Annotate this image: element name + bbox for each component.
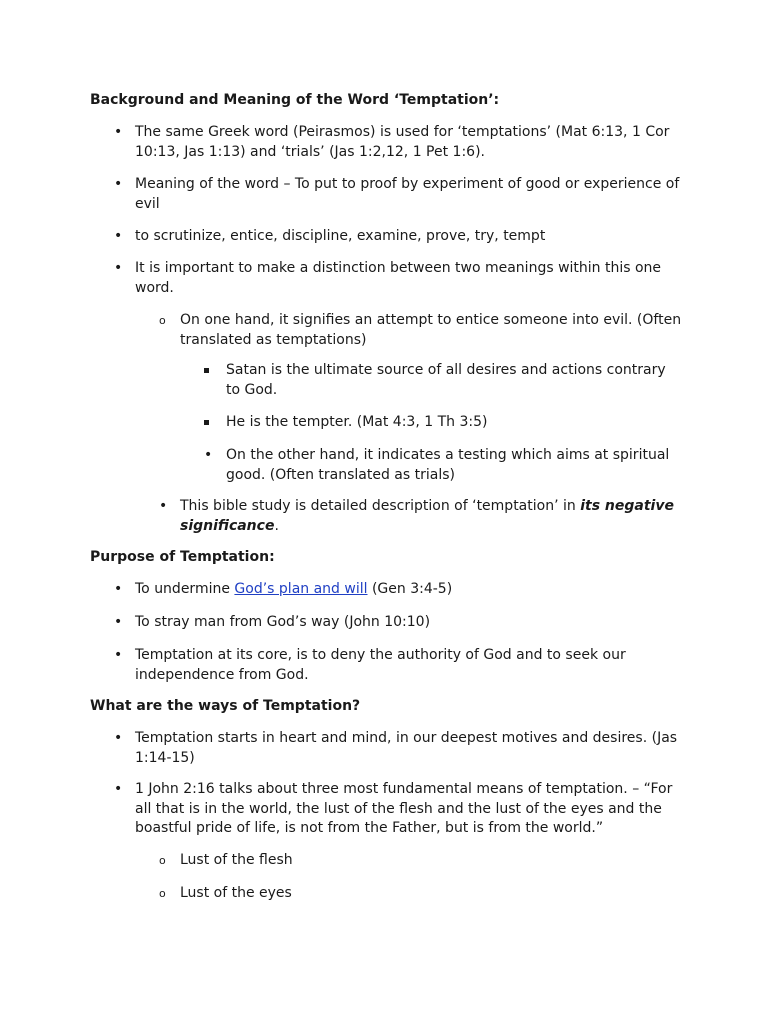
list-item: Temptation starts in heart and mind, in our deepest motives and desires. (Jas 1:14-15) (135, 730, 678, 766)
subsub-list-item: He is the tempter. (Mat 4:3, 1 Th 3:5) (226, 414, 488, 430)
list-item: Meaning of the word – To put to proof by experiment of good or experience of evil (135, 176, 680, 212)
list-item: To undermine God’s plan and will (Gen 3:4-5) (135, 581, 453, 597)
sub-list-item: This bible study is detailed description of ‘temptation’ in its negative significance. (180, 498, 674, 534)
list-item: 1 John 2:16 talks about three most fundamental means of temptation. – “For all that is in the world, the lust of the flesh and the lust of the eyes and the boastful pride of life, is not from the Father, but is from the world.” (135, 781, 673, 836)
section-heading-background: Background and Meaning of the Word ‘Temptation’: (90, 92, 500, 108)
list-item: to scrutinize, entice, discipline, examine, prove, try, tempt (135, 228, 546, 244)
section-heading-ways: What are the ways of Temptation? (90, 698, 361, 714)
square-bullet-icon (204, 368, 209, 373)
bullet-icon: • (204, 447, 213, 463)
hollow-bullet-icon: o (159, 314, 166, 327)
list-item: The same Greek word (Peirasmos) is used for ‘temptations’ (Mat 6:13, 1 Cor 10:13, Jas 1:13) and ‘trials’ (Jas 1:2,12, 1 Pet 1:6). (135, 124, 670, 160)
list-item: Temptation at its core, is to deny the authority of God and to seek our independence from God. (135, 647, 626, 683)
list-item: To stray man from God’s way (John 10:10) (135, 614, 431, 630)
bullet-icon: • (114, 781, 123, 797)
emphasis-text: its negative (580, 498, 674, 514)
bullet-icon: • (114, 581, 123, 597)
bullet-icon: • (114, 176, 123, 192)
bullet-icon: • (114, 228, 123, 244)
bullet-icon: • (114, 730, 123, 746)
sub-list-item: Lust of the flesh (180, 852, 293, 868)
subsub-list-item: Satan is the ultimate source of all desires and actions contrary to God. (226, 362, 666, 398)
list-item: It is important to make a distinction between two meanings within this one word. (135, 260, 662, 296)
bullet-icon: • (114, 647, 123, 663)
hollow-bullet-icon: o (159, 887, 166, 900)
gods-plan-link[interactable]: God’s plan and will (234, 581, 368, 597)
emphasis-text: significance (180, 517, 275, 534)
bullet-icon: • (114, 614, 123, 630)
bullet-icon: • (159, 498, 168, 514)
bullet-icon: • (114, 260, 123, 276)
section-heading-purpose: Purpose of Temptation: (90, 549, 275, 565)
sub-list-item: Lust of the eyes (180, 885, 292, 901)
subsub-list-item: On the other hand, it indicates a testing which aims at spiritual good. (Often translated as trials) (226, 447, 670, 483)
bullet-icon: • (114, 124, 123, 140)
hollow-bullet-icon: o (159, 854, 166, 867)
square-bullet-icon (204, 420, 209, 425)
sub-list-item: On one hand, it signifies an attempt to entice someone into evil. (Often translated as temptations) (180, 312, 682, 348)
